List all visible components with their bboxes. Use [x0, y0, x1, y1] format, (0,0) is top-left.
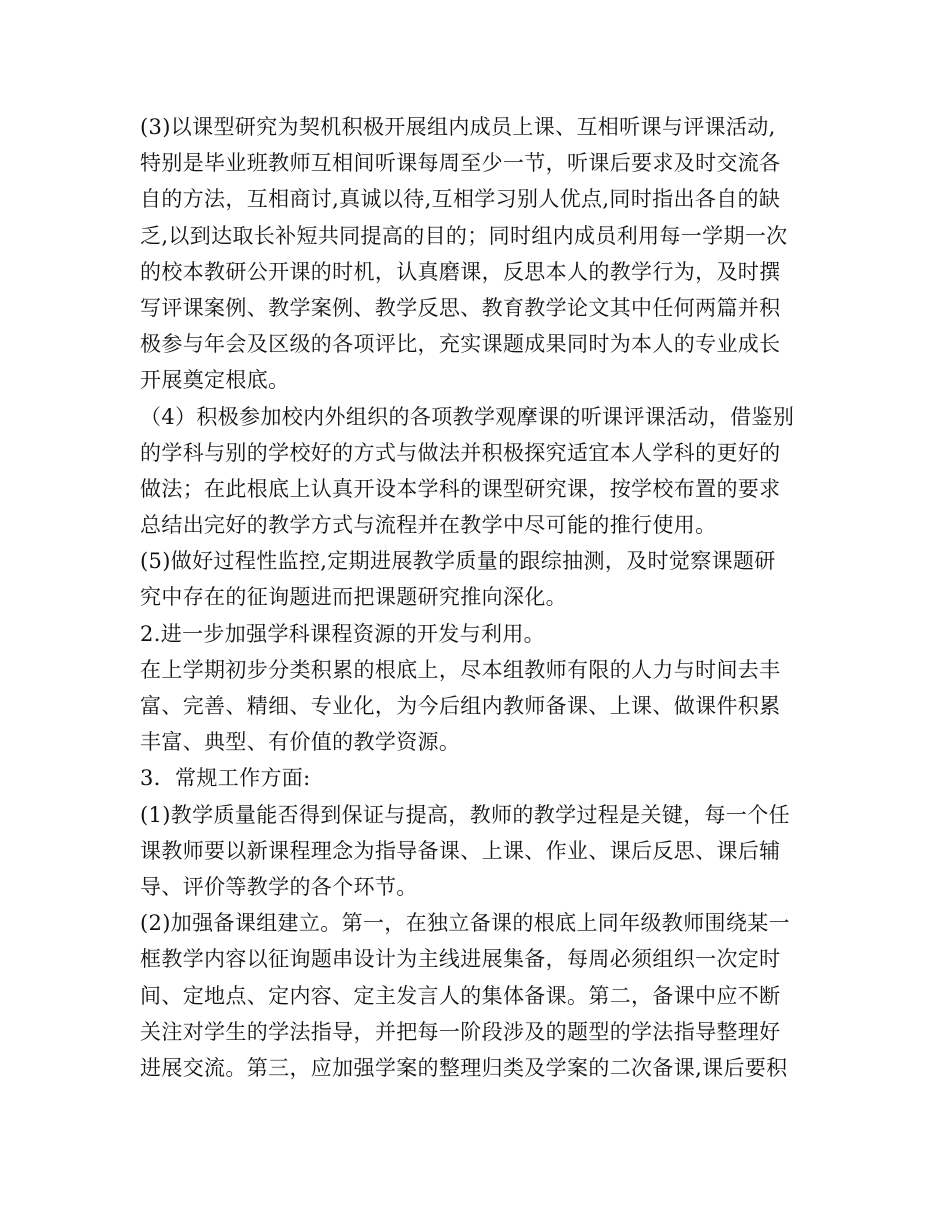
text-line: 丰富、典型、有价值的教学资源。 [140, 730, 461, 755]
text-line: 富、完善、精细、专业化，为今后组内教师备课、上课、做课件积累 [140, 694, 781, 718]
text-line: 总结出完好的教学方式与流程并在教学中尽可能的推行使用。 [140, 513, 717, 538]
text-line: 进展交流。第三，应加强学案的整理归类及学案的二次备课,课后要积 [140, 1055, 788, 1080]
text-line: 在上学期初步分类积累的根底上，尽本组教师有限的人力与时间去丰 [140, 657, 781, 682]
text-line: (2)加强备课组建立。第一，在独立备课的根底上同年级教师围绕某一 [140, 911, 790, 936]
text-line: 框教学内容以征询题串设计为主线进展集备，每周必须组织一次定时 [140, 947, 781, 972]
section-heading: 3．常规工作方面: [140, 766, 311, 791]
text-line: (3)以课型研究为契机积极开展组内成员上课、互相听课与评课活动, [140, 115, 776, 139]
text-line: （4）积极参加校内外组织的各项教学观摩课的听课评课活动，借鉴别 [140, 404, 795, 429]
text-line: 的校本教研公开课的时机，认真磨课，反思本人的教学行为，及时撰 [140, 259, 781, 284]
text-line: 写评课案例、教学案例、教学反思、教育教学论文其中任何两篇并积 [140, 295, 781, 320]
text-line: 的学科与别的学校好的方式与做法并积极探究适宜本人学科的更好的 [140, 440, 781, 465]
text-line: 自的方法，互相商讨,真诚以待,互相学习别人优点,同时指出各自的缺 [140, 187, 781, 212]
text-line: 做法；在此根底上认真开设本学科的课型研究课，按学校布置的要求 [140, 476, 781, 501]
document-body [140, 109, 820, 1086]
text-line: (1)教学质量能否得到保证与提高，教师的教学过程是关键，每一个任 [140, 802, 790, 827]
text-line: 课教师要以新课程理念为指导备课、上课、作业、课后反思、课后辅 [140, 838, 781, 863]
section-heading: 2.进一步加强学科课程资源的开发与利用。 [140, 621, 546, 646]
text-line: 特别是毕业班教师互相间听课每周至少一节，听课后要求及时交流各 [140, 151, 781, 176]
text-line: 极参与年会及区级的各项评比，充实课题成果同时为本人的专业成长 [140, 332, 781, 357]
text-line: 间、定地点、定内容、定主发言人的集体备课。第二，备课中应不断 [140, 983, 781, 1008]
text-line: 导、评价等教学的各个环节。 [140, 874, 418, 899]
text-line: 关注对学生的学法指导，并把每一阶段涉及的题型的学法指导整理好 [140, 1019, 781, 1044]
text-line: 开展奠定根底。 [140, 368, 290, 393]
text-line: (5)做好过程性监控,定期进展教学质量的跟综抽测，及时觉察课题研 [140, 549, 776, 574]
text-line: 乏,以到达取长补短共同提高的目的；同时组内成员利用每一学期一次 [140, 223, 788, 248]
text-line: 究中存在的征询题进而把课题研究推向深化。 [140, 585, 567, 610]
